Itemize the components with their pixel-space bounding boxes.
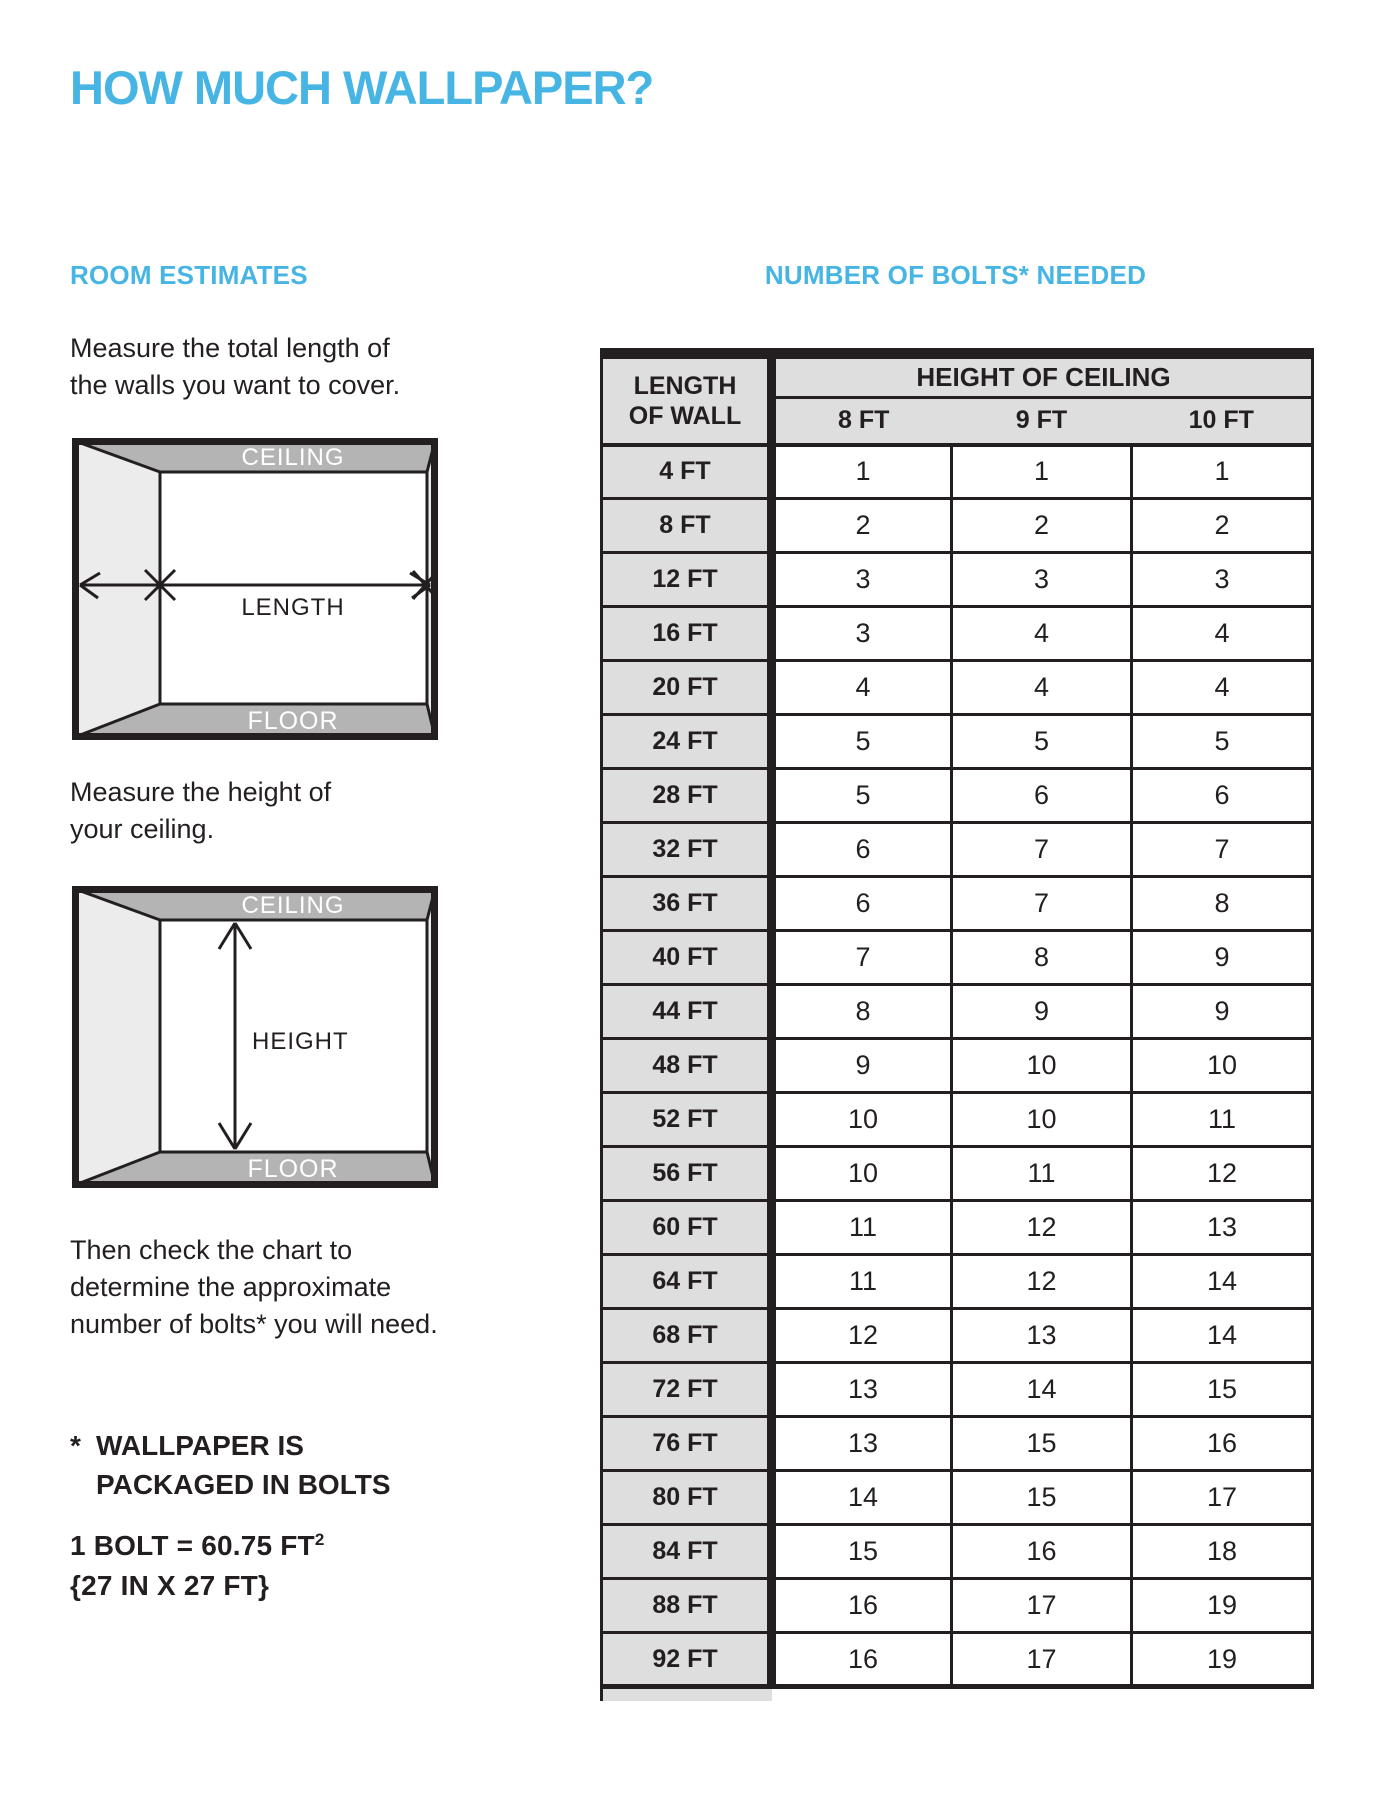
table-row	[602, 931, 1313, 985]
wall-length-cell: 84 FT	[602, 1525, 772, 1579]
length-label: LENGTH	[241, 594, 345, 621]
left-wall-surface	[75, 889, 160, 1185]
wall-length-cell: 76 FT	[602, 1417, 772, 1471]
bolt-count-cell: 13	[772, 1417, 952, 1471]
instruction-measure-length-line1: Measure the total length of	[70, 333, 390, 363]
length-of-wall-header-line2: OF WALL	[628, 401, 742, 430]
height-of-ceiling-header: HEIGHT OF CEILING	[772, 354, 1313, 398]
table-row	[602, 1633, 1313, 1687]
table-row	[602, 985, 1313, 1039]
wall-length-cell: 56 FT	[602, 1147, 772, 1201]
wall-length-cell: 4 FT	[602, 445, 772, 499]
bolt-equation-exponent: 2	[314, 1530, 325, 1549]
bolt-count-cell: 4	[1132, 661, 1313, 715]
wall-length-cell: 16 FT	[602, 607, 772, 661]
wall-length-cell: 28 FT	[602, 769, 772, 823]
wall-length-cell: 8 FT	[602, 499, 772, 553]
table-row	[602, 553, 1313, 607]
floor-label: FLOOR	[247, 1155, 339, 1183]
table-row	[602, 1471, 1313, 1525]
bolt-count-cell: 6	[952, 769, 1132, 823]
bolt-count-cell: 15	[952, 1471, 1132, 1525]
cropped-empty-cell	[952, 1687, 1132, 1701]
bolt-count-cell: 13	[952, 1309, 1132, 1363]
table-row	[602, 877, 1313, 931]
wall-length-cell: 68 FT	[602, 1309, 772, 1363]
floor-label: FLOOR	[247, 707, 339, 735]
bolt-count-cell: 1	[1132, 445, 1313, 499]
wall-length-cell: 52 FT	[602, 1093, 772, 1147]
bolts-needed-heading: NUMBER OF BOLTS* NEEDED	[764, 260, 1147, 290]
instruction-measure-length-line2: the walls you want to cover.	[70, 370, 401, 400]
table-row	[602, 1309, 1313, 1363]
bolt-count-cell: 3	[772, 607, 952, 661]
room-height-diagram	[72, 886, 438, 1188]
footnote-asterisk: *	[70, 1430, 81, 1461]
bolt-equation	[70, 1520, 325, 1566]
bolt-count-cell: 3	[952, 553, 1132, 607]
bolt-count-cell: 15	[952, 1417, 1132, 1471]
bolt-count-cell: 17	[1132, 1471, 1313, 1525]
back-wall-surface	[160, 472, 427, 704]
wall-length-cell: 60 FT	[602, 1201, 772, 1255]
bolt-count-cell: 1	[952, 445, 1132, 499]
table-row	[602, 769, 1313, 823]
bolt-count-cell: 8	[1132, 877, 1313, 931]
bolt-count-cell: 10	[772, 1147, 952, 1201]
room-length-diagram	[72, 438, 438, 740]
instruction-check-chart-line2: determine the approximate	[70, 1272, 392, 1302]
bolt-count-cell: 14	[952, 1363, 1132, 1417]
bolt-count-cell: 3	[1132, 553, 1313, 607]
wall-length-cell: 48 FT	[602, 1039, 772, 1093]
bolt-count-cell: 14	[772, 1471, 952, 1525]
bolt-count-cell: 3	[772, 553, 952, 607]
bolt-count-cell: 11	[1132, 1093, 1313, 1147]
bolts-table-container	[600, 348, 1311, 1701]
wall-length-cell: 44 FT	[602, 985, 772, 1039]
bolt-count-cell: 16	[1132, 1417, 1313, 1471]
wall-length-cell: 40 FT	[602, 931, 772, 985]
bolt-count-cell: 9	[1132, 931, 1313, 985]
footnote-line2: PACKAGED IN BOLTS	[96, 1469, 391, 1500]
bolt-equation-text: 1 BOLT = 60.75 FT	[70, 1530, 315, 1561]
bolt-count-cell: 2	[772, 499, 952, 553]
bolts-table-body	[602, 354, 1313, 1701]
table-row	[602, 1255, 1313, 1309]
bolts-footnote	[70, 1426, 391, 1504]
bolt-count-cell: 16	[952, 1525, 1132, 1579]
bolt-count-cell: 10	[1132, 1039, 1313, 1093]
bolt-count-cell: 4	[772, 661, 952, 715]
bolt-count-cell: 12	[1132, 1147, 1313, 1201]
bolt-count-cell: 11	[772, 1255, 952, 1309]
page-title: HOW MUCH WALLPAPER?	[70, 61, 654, 114]
bolt-count-cell: 4	[952, 661, 1132, 715]
cropped-empty-cell	[772, 1687, 952, 1701]
footnote-text	[96, 1426, 391, 1504]
bolt-count-cell: 7	[1132, 823, 1313, 877]
wall-length-cell: 88 FT	[602, 1579, 772, 1633]
table-row	[602, 1525, 1313, 1579]
bolt-count-cell: 5	[952, 715, 1132, 769]
bolt-count-cell: 5	[772, 715, 952, 769]
instruction-measure-height-line1: Measure the height of	[70, 777, 332, 807]
cropped-gray-cell	[602, 1687, 772, 1701]
bolt-count-cell: 4	[952, 607, 1132, 661]
table-row	[602, 1579, 1313, 1633]
instruction-measure-height	[70, 774, 331, 848]
wall-length-cell: 80 FT	[602, 1471, 772, 1525]
wall-length-cell: 12 FT	[602, 553, 772, 607]
bolt-count-cell: 17	[952, 1579, 1132, 1633]
table-row	[602, 1039, 1313, 1093]
bolt-count-cell: 5	[772, 769, 952, 823]
column-header-8ft: 8 FT	[772, 398, 952, 445]
bolt-count-cell: 9	[1132, 985, 1313, 1039]
wall-length-cell: 20 FT	[602, 661, 772, 715]
bolt-count-cell: 12	[952, 1201, 1132, 1255]
wall-length-cell: 92 FT	[602, 1633, 772, 1687]
instruction-measure-height-line2: your ceiling.	[70, 814, 215, 844]
bolt-count-cell: 17	[952, 1633, 1132, 1687]
bolt-count-cell: 2	[1132, 499, 1313, 553]
bolt-count-cell: 13	[772, 1363, 952, 1417]
cropped-empty-cell	[1132, 1687, 1313, 1701]
bolt-count-cell: 19	[1132, 1579, 1313, 1633]
wall-length-cell: 24 FT	[602, 715, 772, 769]
bolt-count-cell: 19	[1132, 1633, 1313, 1687]
bolt-count-cell: 12	[772, 1309, 952, 1363]
bolt-count-cell: 6	[772, 823, 952, 877]
length-of-wall-header-line1: LENGTH	[633, 371, 737, 400]
length-of-wall-header	[602, 354, 772, 445]
bolt-count-cell: 7	[772, 931, 952, 985]
height-label: HEIGHT	[252, 1028, 349, 1055]
column-header-9ft: 9 FT	[952, 398, 1132, 445]
bolt-count-cell: 4	[1132, 607, 1313, 661]
bolt-count-cell: 2	[952, 499, 1132, 553]
table-row	[602, 1093, 1313, 1147]
bolt-count-cell: 15	[1132, 1363, 1313, 1417]
table-row	[602, 445, 1313, 499]
bolt-count-cell: 9	[772, 1039, 952, 1093]
bolt-count-cell: 8	[772, 985, 952, 1039]
bolt-count-cell: 12	[952, 1255, 1132, 1309]
bolts-table	[600, 348, 1314, 1701]
table-row	[602, 1201, 1313, 1255]
instruction-check-chart-line1: Then check the chart to	[70, 1235, 353, 1265]
bolt-count-cell: 10	[952, 1039, 1132, 1093]
table-row	[602, 607, 1313, 661]
bolt-count-cell: 14	[1132, 1255, 1313, 1309]
table-header-row	[602, 354, 1313, 398]
bolt-count-cell: 5	[1132, 715, 1313, 769]
ceiling-label: CEILING	[241, 444, 345, 471]
bolt-count-cell: 1	[772, 445, 952, 499]
bolt-count-cell: 16	[772, 1633, 952, 1687]
footnote-line1: WALLPAPER IS	[96, 1430, 304, 1461]
instruction-check-chart	[70, 1232, 438, 1343]
bolt-count-cell: 16	[772, 1579, 952, 1633]
instruction-measure-length	[70, 330, 400, 404]
bolt-count-cell: 7	[952, 823, 1132, 877]
bolt-dimensions: {27 IN X 27 FT}	[70, 1570, 270, 1601]
wall-length-cell: 36 FT	[602, 877, 772, 931]
table-row	[602, 1417, 1313, 1471]
table-row	[602, 823, 1313, 877]
bolt-count-cell: 13	[1132, 1201, 1313, 1255]
ceiling-label: CEILING	[241, 892, 345, 919]
bolt-count-cell: 9	[952, 985, 1132, 1039]
bolt-count-cell: 10	[952, 1093, 1132, 1147]
bolt-count-cell: 11	[772, 1201, 952, 1255]
wall-length-cell: 72 FT	[602, 1363, 772, 1417]
table-row	[602, 499, 1313, 553]
bolt-count-cell: 10	[772, 1093, 952, 1147]
bolt-count-cell: 6	[1132, 769, 1313, 823]
instruction-check-chart-line3: number of bolts* you will need.	[70, 1309, 438, 1339]
wall-length-cell: 64 FT	[602, 1255, 772, 1309]
bolt-count-cell: 18	[1132, 1525, 1313, 1579]
room-estimates-heading: ROOM ESTIMATES	[70, 260, 308, 290]
bolt-count-cell: 8	[952, 931, 1132, 985]
table-row	[602, 715, 1313, 769]
column-header-10ft: 10 FT	[1132, 398, 1313, 445]
cropped-row	[602, 1687, 1313, 1701]
bolt-count-cell: 6	[772, 877, 952, 931]
table-row	[602, 1147, 1313, 1201]
bolt-count-cell: 7	[952, 877, 1132, 931]
bolt-count-cell: 15	[772, 1525, 952, 1579]
bolt-size-info	[70, 1520, 325, 1606]
bolt-count-cell: 14	[1132, 1309, 1313, 1363]
table-row	[602, 1363, 1313, 1417]
bolt-count-cell: 11	[952, 1147, 1132, 1201]
table-row	[602, 661, 1313, 715]
wall-length-cell: 32 FT	[602, 823, 772, 877]
